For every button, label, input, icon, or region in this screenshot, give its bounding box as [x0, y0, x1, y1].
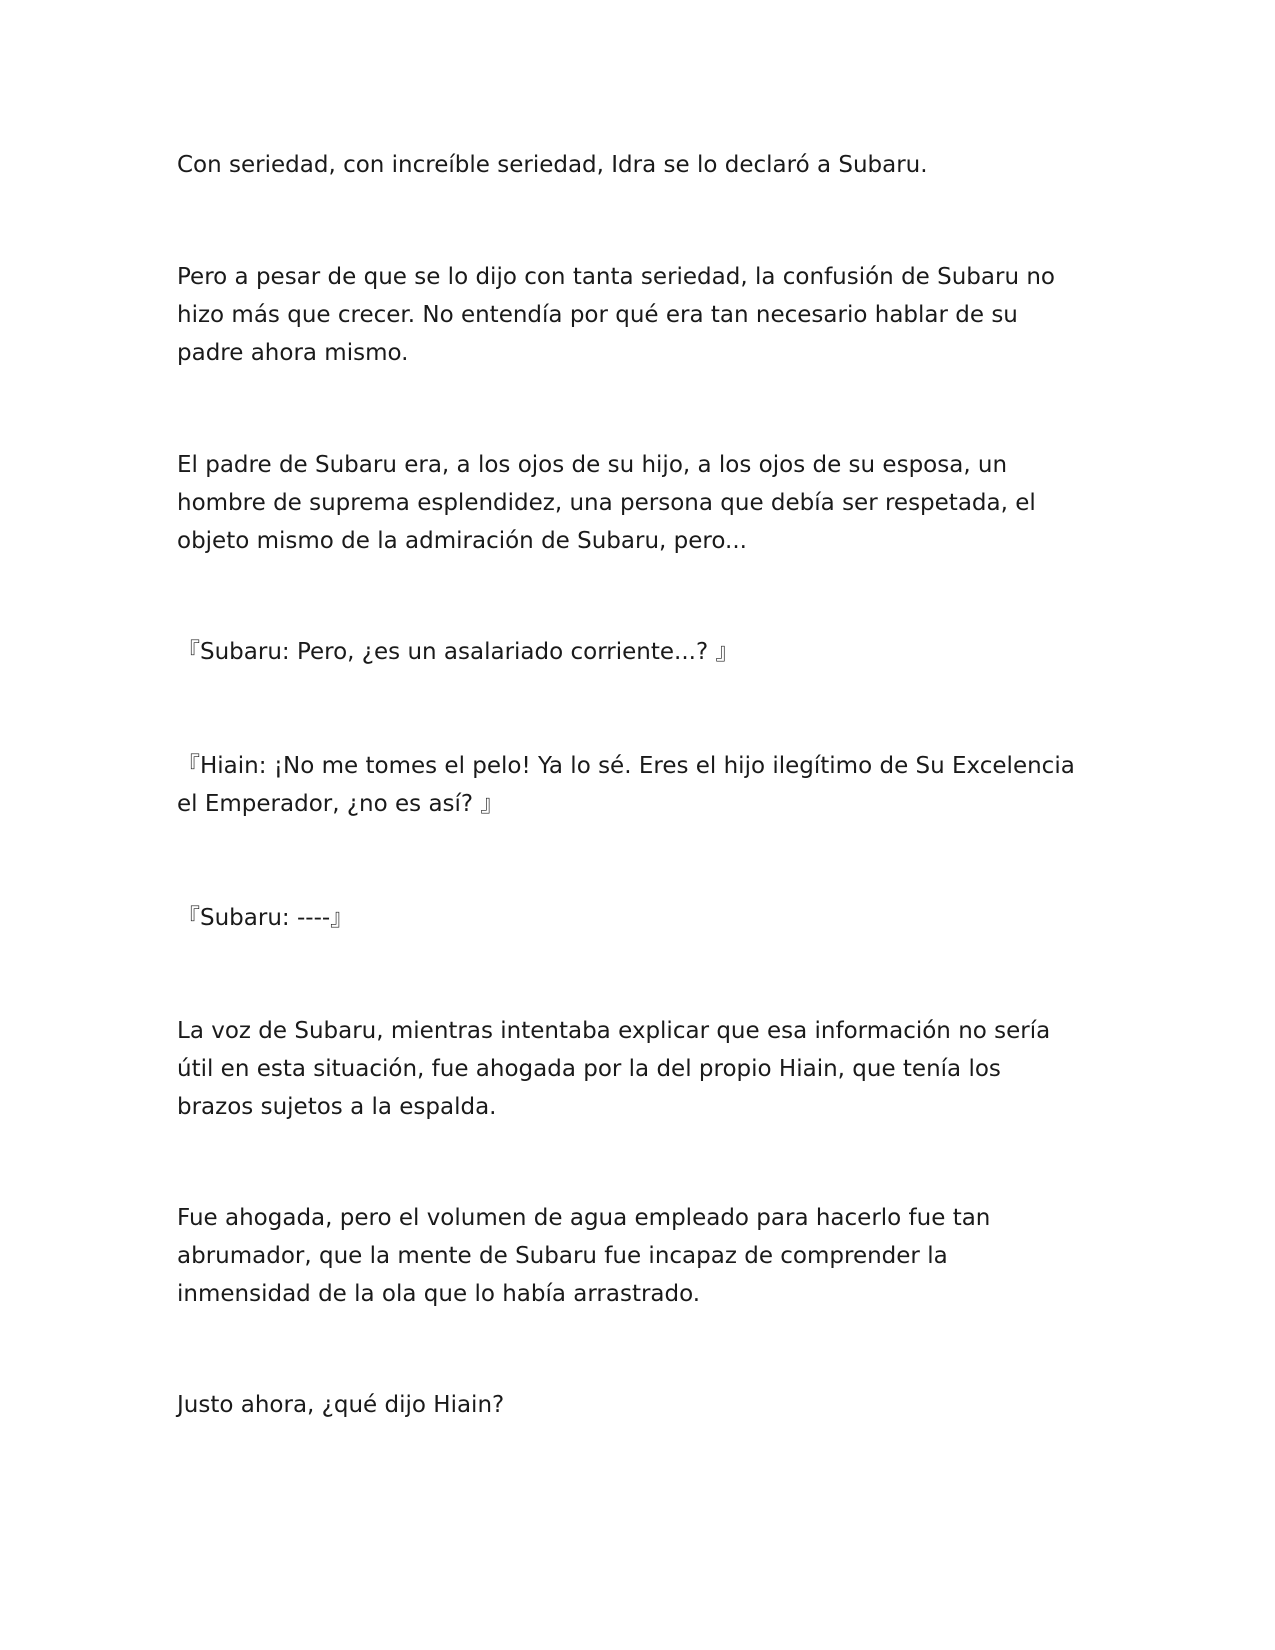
paragraph-2 [177, 258, 1122, 372]
paragraph-line: inmensidad de la ola que lo había arrastrado. [177, 1281, 701, 1307]
paragraph-line: La voz de Subaru, mientras intentaba explicar que esa información no sería [177, 1018, 1051, 1044]
paragraph-7 [177, 1012, 1122, 1126]
paragraph-line: útil en esta situación, fue ahogada por la del propio Hiain, que tenía los [177, 1056, 1001, 1082]
paragraph-line: hombre de suprema esplendidez, una persona que debía ser respetada, el [177, 490, 1036, 516]
paragraph-line: 『Hiain: ¡No me tomes el pelo! Ya lo sé. Eres el hijo ilegítimo de Su Excelencia [177, 753, 1075, 779]
paragraph-line: Con seriedad, con increíble seriedad, Idra se lo declaró a Subaru. [177, 152, 928, 178]
paragraph-8 [177, 1199, 1122, 1313]
dialogue-hiain [177, 747, 1122, 823]
paragraph-line: El padre de Subaru era, a los ojos de su hijo, a los ojos de su esposa, un [177, 452, 1008, 478]
paragraph-3 [177, 446, 1122, 560]
paragraph-9 [177, 1386, 1122, 1424]
paragraph-line: brazos sujetos a la espalda. [177, 1094, 497, 1120]
paragraph-1 [177, 146, 1122, 184]
paragraph-line: 『Subaru: Pero, ¿es un asalariado corriente...? 』 [177, 639, 739, 665]
paragraph-line: el Emperador, ¿no es así? 』 [177, 791, 504, 817]
paragraph-line: abrumador, que la mente de Subaru fue incapaz de comprender la [177, 1243, 948, 1269]
paragraph-line: Fue ahogada, pero el volumen de agua empleado para hacerlo fue tan [177, 1205, 991, 1231]
paragraph-line: padre ahora mismo. [177, 340, 409, 366]
paragraph-line: 『Subaru: ----』 [177, 905, 354, 931]
dialogue-subaru-2 [177, 899, 1122, 937]
paragraph-line: Pero a pesar de que se lo dijo con tanta seriedad, la confusión de Subaru no [177, 264, 1055, 290]
paragraph-line: objeto mismo de la admiración de Subaru, pero... [177, 528, 747, 554]
dialogue-subaru-1 [177, 633, 1122, 671]
paragraph-line: hizo más que crecer. No entendía por qué era tan necesario hablar de su [177, 302, 1018, 328]
paragraph-line: Justo ahora, ¿qué dijo Hiain? [177, 1392, 505, 1418]
